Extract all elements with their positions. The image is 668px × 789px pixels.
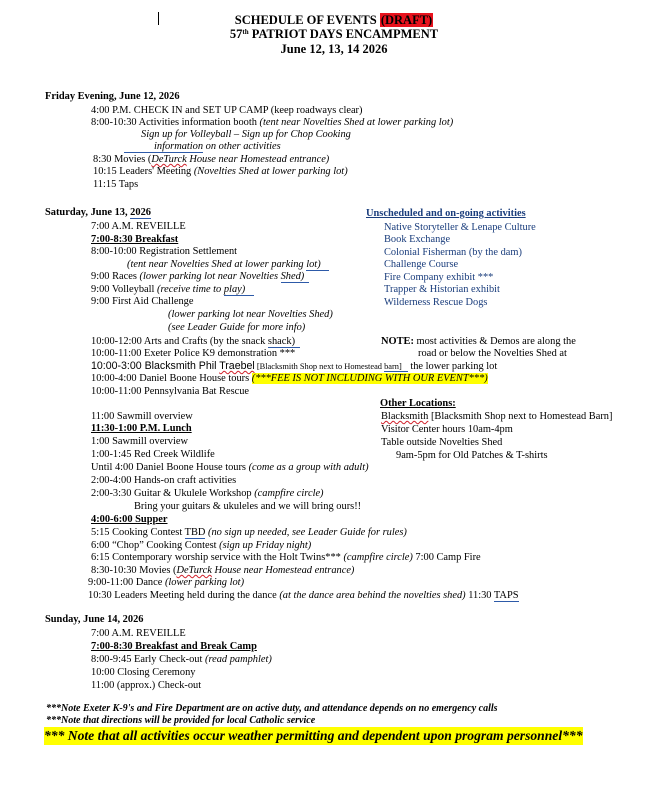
schedule-line: 5:15 Cooking Contest TBD (no sign up needed, see Leader Guide for rules) [91, 527, 407, 538]
schedule-line: (see Leader Guide for more info) [168, 322, 306, 333]
schedule-line: 2:00-3:30 Guitar & Ukulele Workshop (campfire circle) [91, 488, 324, 499]
schedule-line: Sign up for Volleyball – Sign up for Chop Cooking [141, 129, 351, 140]
fee-warning: (***FEE IS NOT INCLUDING WITH OUR EVENT***) [251, 373, 488, 384]
schedule-line: 11:00 (approx.) Check-out [91, 680, 202, 691]
schedule-line: 4:00 P.M. CHECK IN and SET UP CAMP (keep roadways clear) [91, 105, 363, 116]
unscheduled-heading: Unscheduled and on-going activities [366, 208, 526, 219]
schedule-line: 8:30-10:30 Movies (DeTurck House near Homestead entrance) [91, 565, 355, 576]
schedule-line: 1:00 Sawmill overview [91, 436, 188, 447]
schedule-line: 2:00-4:00 Hands-on craft activities [91, 475, 237, 486]
location-line: Blacksmith [Blacksmith Shop next to Homestead Barn] [381, 411, 613, 422]
schedule-line: 9:00-11:00 Dance (lower parking lot) [88, 577, 245, 588]
schedule-line: 8:00-10:00 Registration Settlement [91, 246, 238, 257]
schedule-line: 11:15 Taps [93, 179, 139, 190]
schedule-line: 7:00 A.M. REVEILLE [91, 221, 186, 232]
schedule-line: 6:15 Contemporary worship service with the Holt Twins*** (campfire circle) 7:00 Camp Fire [91, 552, 481, 563]
activity-item: Challenge Course [384, 259, 459, 270]
footnote: ***Note Exeter K-9's and Fire Department are on active duty, and attendance depends on no emergency calls [46, 703, 498, 714]
schedule-line: (tent near Novelties Shed at lower parking lot) [127, 259, 329, 271]
schedule-line: 10:15 Leaders' Meeting (Novelties Shed at lower parking lot) [93, 166, 348, 177]
event-dates: June 12, 13, 14 2026 [280, 42, 388, 56]
schedule-line: 7:00-8:30 Breakfast and Break Camp [91, 641, 257, 652]
saturday-heading: Saturday, June 13, 2026 [45, 207, 151, 218]
other-locations-heading: Other Locations: [380, 398, 456, 409]
note-line: NOTE: most activities & Demos are along the [381, 336, 576, 347]
schedule-line: (lower parking lot near Novelties Shed) [168, 309, 333, 320]
location-line: 9am-5pm for Old Patches & T-shirts [396, 450, 548, 461]
note-line: road or below the Novelties Shed at [418, 348, 567, 359]
activity-item: Native Storyteller & Lenape Culture [384, 222, 536, 233]
schedule-line: Bring your guitars & ukuleles and we will bring ours!! [134, 501, 362, 512]
schedule-line: Until 4:00 Daniel Boone House tours (come as a group with adult) [91, 462, 369, 473]
schedule-line: 8:30 Movies (DeTurck House near Homestead entrance) [93, 154, 330, 165]
schedule-line: 10:00-4:00 Daniel Boone House tours (***FEE IS NOT INCLUDING WITH OUR EVENT***) [91, 373, 488, 384]
activity-item: Wilderness Rescue Dogs [384, 297, 488, 308]
schedule-line: 10:00-11:00 Pennsylvania Bat Rescue [91, 386, 250, 397]
schedule-line: 4:00-6:00 Supper [91, 514, 168, 525]
location-line: Table outside Novelties Shed [381, 437, 503, 448]
friday-heading: Friday Evening, June 12, 2026 [45, 91, 180, 102]
schedule-line: 9:00 First Aid Challenge [91, 296, 194, 307]
draft-badge: (DRAFT) [380, 13, 433, 27]
schedule-line: 6:00 “Chop” Cooking Contest (sign up Friday night) [91, 540, 312, 551]
location-line: Visitor Center hours 10am-4pm [381, 424, 513, 435]
activity-item: Trapper & Historian exhibit [384, 284, 500, 295]
page-title: SCHEDULE OF EVENTS (DRAFT) [234, 13, 433, 27]
schedule-line: 10:30 Leaders Meeting held during the dance (at the dance area behind the novelties shed) 11:30 TAPS [88, 590, 519, 601]
schedule-line: 8:00-9:45 Early Check-out (read pamphlet) [91, 654, 272, 665]
schedule-line: 7:00 A.M. REVEILLE [91, 628, 186, 639]
schedule-line: 11:30-1:00 P.M. Lunch [91, 423, 192, 434]
schedule-line: 10:00 Closing Ceremony [91, 667, 196, 678]
schedule-line: 8:00-10:30 Activities information booth (tent near Novelties Shed at lower parking lot) [91, 117, 454, 128]
schedule-line: information on other activities [124, 141, 281, 153]
weather-note: *** Note that all activities occur weather permitting and dependent upon program personnel*** [44, 728, 583, 743]
schedule-line: 10:00-12:00 Arts and Crafts (by the snack shack) [91, 336, 300, 348]
activity-item: Fire Company exhibit *** [384, 272, 494, 283]
schedule-line: 9:00 Races (lower parking lot near Novelties Shed) [91, 271, 309, 283]
schedule-line: 7:00-8:30 Breakfast [91, 234, 179, 245]
activity-item: Colonial Fisherman (by the dam) [384, 247, 522, 258]
schedule-line: 10:00-3:00 Blacksmith Phil Traebel [Blacksmith Shop next to Homestead barn] the lower parking lot [91, 360, 498, 372]
schedule-line: 9:00 Volleyball (receive time to play) [91, 284, 254, 296]
sunday-heading: Sunday, June 14, 2026 [45, 614, 144, 625]
schedule-line: 1:00-1:45 Red Creek Wildlife [91, 449, 215, 460]
page-subtitle: 57th PATRIOT DAYS ENCAMPMENT [229, 27, 439, 41]
schedule-line: 11:00 Sawmill overview [91, 411, 193, 422]
activity-item: Book Exchange [384, 234, 451, 245]
footnote: ***Note that directions will be provided for local Catholic service [46, 715, 316, 726]
schedule-line: 10:00-11:00 Exeter Police K9 demonstration *** [91, 348, 296, 359]
